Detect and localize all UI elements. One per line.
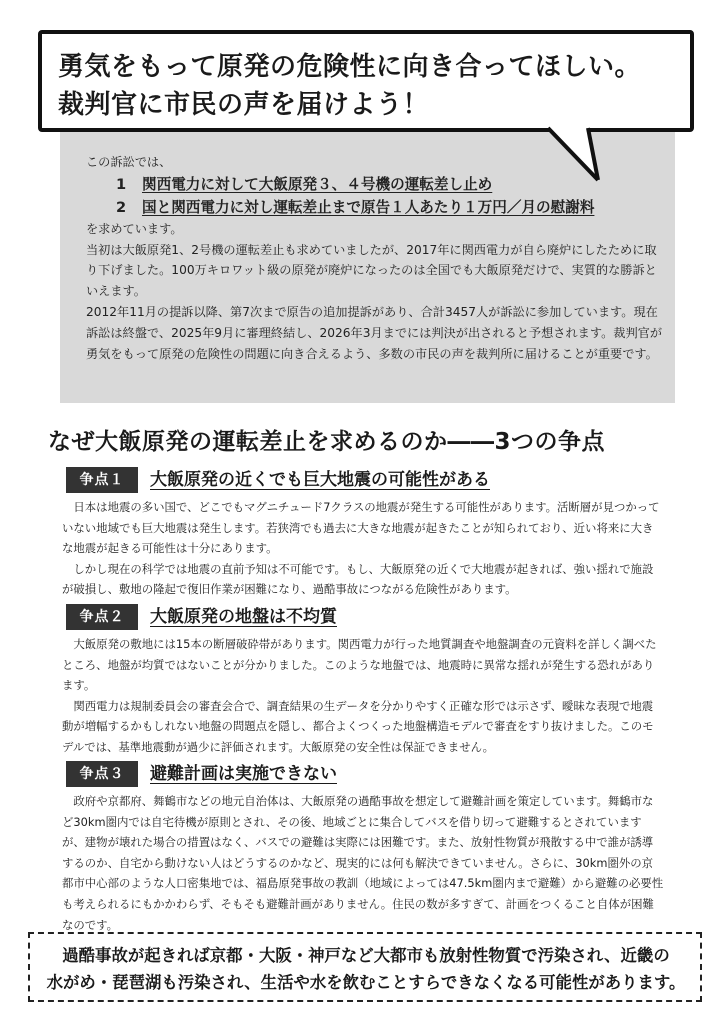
issue-paragraph: 大飯原発の敷地には15本の断層破砕帯があります。関西電力が行った地質調査や地盤調査の元資料を詳しく調べたところ、地盤が均質ではないことが分かりました。このような地盤では、地震時に異常な揺れが発生する恐れがあります。: [62, 637, 657, 693]
intro-paragraph: 2012年11月の提訴以降、第7次まで原告の追加提訴があり、合計3457人が訴訟に参加しています。現在訴訟は終盤で、2025年9月に審理終結し、2026年3月までには判決が出されると予想されます。裁判官が勇気をもって原発の危険性の問題に向き合えるよう、多数の市民の声を裁判所に届けることが重要です。: [86, 304, 663, 361]
issue-2-body: [62, 634, 664, 758]
warning-text: [44, 942, 688, 996]
warning-line-1: 過酷事故が起きれば京都・大阪・神戸など大都市も放射性物質で汚染され、近畿の: [62, 946, 670, 965]
intro-paragraph: 当初は大飯原発1、2号機の運転差止も求めていましたが、2017年に関西電力が自ら廃炉にしたために取り下げました。100万キロワット級の原発が廃炉になったのは全国でも大飯原発だけで、実質的な勝訴といえます。: [86, 242, 657, 299]
claim-text: 関西電力に対して大飯原発３、４号機の運転差し止め: [142, 175, 493, 193]
issue-paragraph: 日本は地震の多い国で、どこでもマグニチュード7クラスの地震が発生する可能性があります。活断層が見つかっていない地域でも巨大地震は発生します。若狭湾でも過去に大きな地震が起きたことが知られており、近い将来に大きな地震が起きる可能性は十分にあります。: [62, 500, 660, 556]
issue-3-body: [62, 791, 664, 935]
issue-paragraph: 関西電力は規制委員会の審査会合で、調査結果の生データを分かりやすく正確な形では示さず、曖昧な表現で地震動が増幅するかもしれない地盤の問題点を隠し、都合よくつくった地盤構造モデルで審査をすり抜けました。このモデルでは、基準地震動が過少に評価されます。大飯原発の安全性は保証できません。: [62, 698, 654, 754]
warning-callout: [28, 932, 702, 1002]
claim-text: 国と関西電力に対し運転差止まで原告１人あたり１万円／月の慰謝料: [142, 198, 595, 216]
issue-1-body: [62, 497, 664, 600]
warning-line-2: 水がめ・琵琶湖も汚染され、生活や水を飲むことすらできなくなる可能性があります。: [46, 973, 686, 992]
issue-badge: 争点３: [66, 761, 138, 787]
intro-lead: この訴訟では、: [86, 155, 172, 169]
claim-number: 2: [116, 198, 127, 216]
issue-title: 大飯原発の近くでも巨大地震の可能性がある: [150, 470, 490, 490]
headline-line-1: 勇気をもって原発の危険性に向き合ってほしい。: [58, 52, 642, 82]
issue-title: 大飯原発の地盤は不均質: [150, 607, 337, 627]
issue-paragraph: しかし現在の科学では地震の直前予知は不可能です。もし、大飯原発の近くで大地震が起きれば、強い揺れで施設が破損し、敷地の隆起で復旧作業が困難になり、過酷事故につながる危険性があります。: [62, 561, 654, 597]
issue-badge: 争点２: [66, 604, 138, 630]
issue-title: 避難計画は実施できない: [150, 764, 337, 784]
intro-paragraph: を求めています。: [86, 221, 183, 236]
section-title: なぜ大飯原発の運転差止を求めるのか――3つの争点: [48, 429, 606, 455]
claim-number: 1: [116, 175, 127, 193]
issue-paragraph: 政府や京都府、舞鶴市などの地元自治体は、大飯原発の過酷事故を想定して避難計画を策定しています。舞鶴市など30km圏内では自宅待機が原則とされ、その後、地域ごとに集合してバスを借り切って避難するとされていますが、建物が壊れた場合の措置はなく、バスでの避難は実際には困難です。また、放射性物質が飛散する中で誰が誘導するのか、自宅から動けない人はどうするのかなど、現実的には何も解決できていません。さらに、30km圏外の京都市中心部のような人口密集地では、福島原発事故の教訓（地域によっては47.5km圏内まで避難）から避難の必要性も考えられるにもかかわらず、そもそも避難計画がありません。住民の数が多すぎて、計画をつくること自体が困難なのです。: [62, 794, 664, 932]
issue-badge: 争点１: [66, 467, 138, 493]
bubble-tail: [0, 0, 725, 200]
headline-line-2: 裁判官に市民の声を届けよう！: [58, 90, 430, 120]
